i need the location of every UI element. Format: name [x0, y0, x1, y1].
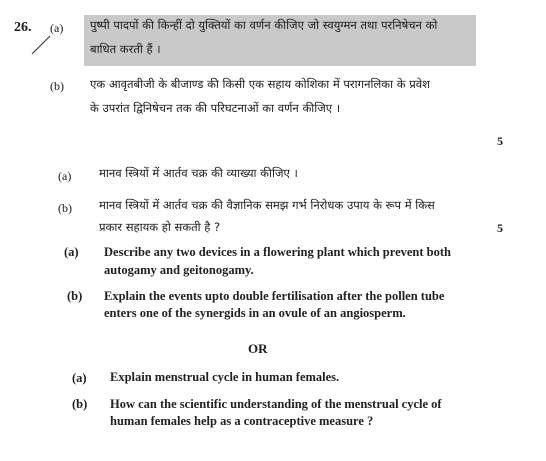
question-text-line: autogamy and geitonogamy. [104, 263, 254, 277]
question-text-line: Explain menstrual cycle in human females. [110, 370, 340, 384]
marks-value: 5 [497, 134, 503, 148]
question-text-line: बाधित करती हैं । [90, 42, 161, 56]
option-label: (b) [67, 289, 83, 303]
question-text-line: Describe any two devices in a flowering plant which prevent both [104, 245, 451, 259]
question-text-line: पुष्पी पादपों की किन्हीं दो युक्तियों का वर्णन कीजिए जो स्वयुग्मन तथा परनिषेचन को [90, 18, 438, 32]
question-text-line: के उपरांत द्विनिषेचन तक की परिघटनाओं का वर्णन कीजिए । [90, 101, 341, 115]
marks-value: 5 [497, 221, 503, 235]
option-label: (a) [64, 245, 79, 259]
question-text-line: Explain the events upto double fertilisation after the pollen tube [104, 289, 445, 303]
question-text-line: प्रकार सहायक हो सकती है ? [99, 220, 221, 234]
question-text-line: एक आवृतबीजी के बीजाण्ड की किसी एक सहाय कोशिका में परागनलिका के प्रवेश [90, 77, 430, 91]
option-label: (a) [50, 21, 64, 35]
question-text-line: मानव स्त्रियों में आर्तव चक्र की व्याख्या कीजिए । [99, 166, 298, 180]
question-text-line: मानव स्त्रियों में आर्तव चक्र की वैज्ञानिक समझ गर्भ निरोधक उपाय के रूप में किस [99, 198, 435, 212]
question-text-line: How can the scientific understanding of the menstrual cycle of [110, 397, 442, 411]
option-label: (b) [58, 201, 72, 215]
question-text-line: enters one of the synergids in an ovule of an angiosperm. [104, 306, 406, 320]
or-separator: OR [248, 341, 268, 356]
question-number: 26. [14, 20, 32, 35]
option-label: (a) [58, 169, 72, 183]
option-label: (b) [72, 397, 88, 411]
option-label: (a) [72, 371, 87, 385]
question-text-line: human females help as a contraceptive measure ? [110, 414, 374, 428]
option-label: (b) [50, 79, 64, 93]
check-mark-icon [30, 34, 52, 56]
